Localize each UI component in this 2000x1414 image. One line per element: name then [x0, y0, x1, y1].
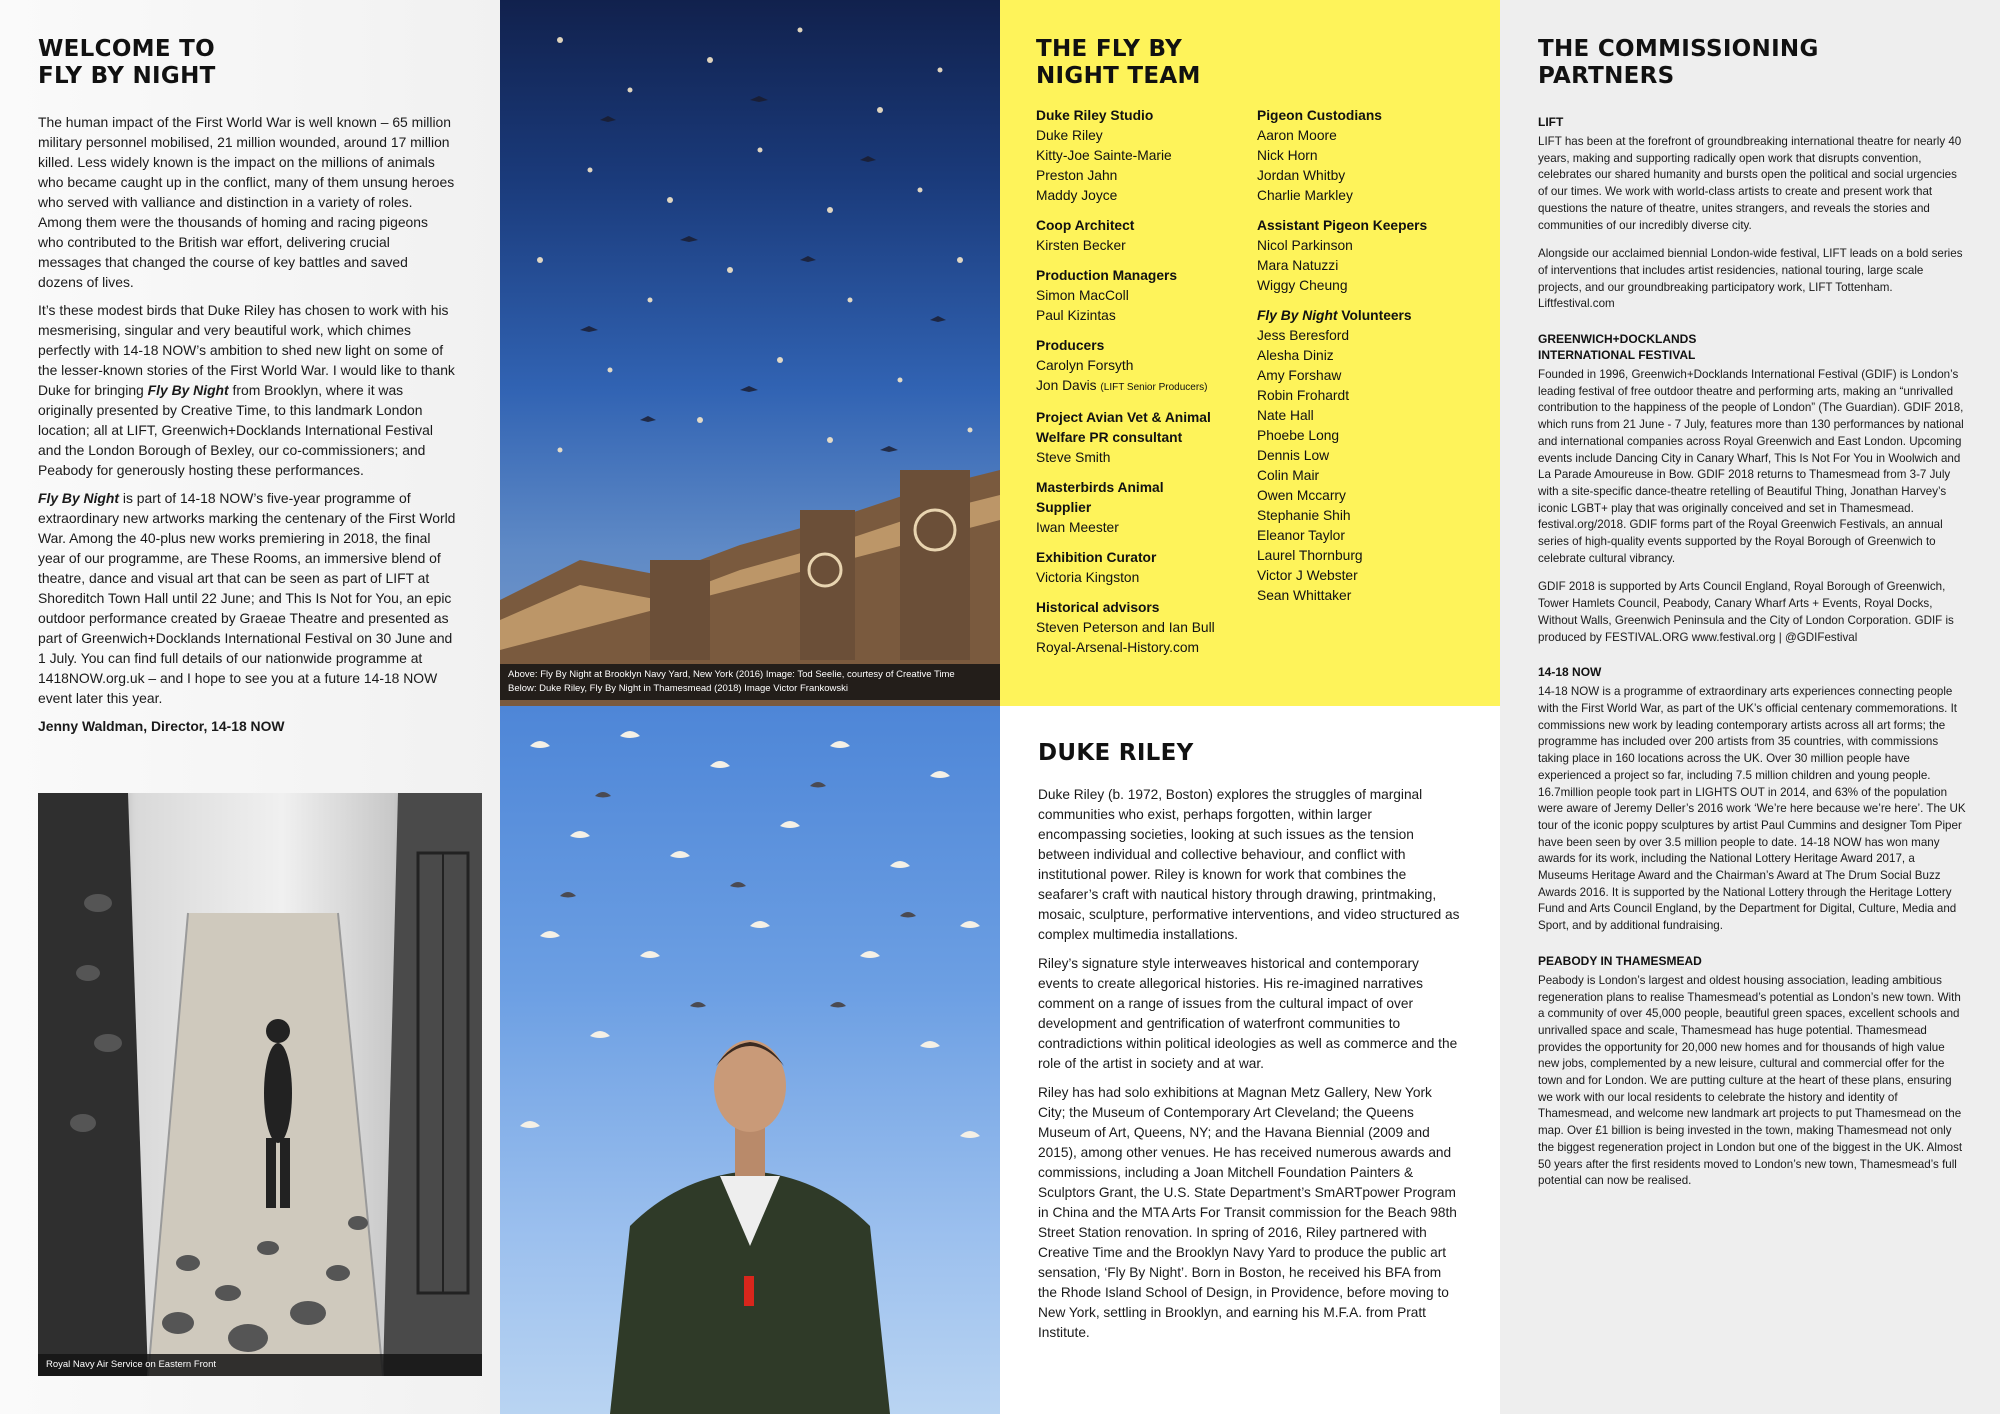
- night-sky-illustration: [500, 0, 1000, 706]
- team-group: [1036, 216, 1251, 256]
- team-member: Duke Riley: [1036, 128, 1103, 143]
- team-member: Dennis Low: [1257, 448, 1330, 463]
- team-member: Nick Horn: [1257, 148, 1318, 163]
- team-member: Laurel Thornburg: [1257, 548, 1363, 563]
- team-member: Victoria Kingston: [1036, 570, 1140, 585]
- team-member: Royal-Arsenal-History.com: [1036, 640, 1200, 655]
- gdif-paragraph-2: GDIF 2018 is supported by Arts Council England, Royal Borough of Greenwich, Tower Hamlets Council, Peabody, Canary Wharf Arts + Events, Royal Docks, Without Walls, Greenwich Peninsula and the City of London Corporation. GDIF is produced by FESTIVAL.ORG www.festival.org | @GDIFestival: [1538, 580, 1954, 644]
- welcome-paragraph-3: Fly By Night is part of 14-18 NOW’s five-year programme of extraordinary new artworks marking the centenary of the First World War. Among the 40-plus new works premiering in 2018, the final year of our programme, are These Rooms, an immersive blend of theatre, dance and visual art that can be seen as part of LIFT at Shoreditch Town Hall until 22 June; and This Is Not for You, an epic outdoor performance created by Graeae Theatre and presented as part of Greenwich+Docklands International Festival on 30 June and 1 July. You can find full details of our nationwide programme at 1418NOW.org.uk – and I hope to see you at a future 14-18 NOW event later this year.: [38, 490, 456, 706]
- team-group: [1036, 336, 1251, 398]
- team-group-heading: Fly By Night Volunteers: [1257, 308, 1412, 323]
- team-member: Victor J Webster: [1257, 568, 1358, 583]
- team-member: Sean Whittaker: [1257, 588, 1352, 603]
- team-member: Jordan Whitby: [1257, 168, 1346, 183]
- team-group-heading: Historical advisors: [1036, 600, 1160, 615]
- gdif-paragraph-1: Founded in 1996, Greenwich+Docklands International Festival (GDIF) is London’s leading festival of free outdoor theatre and performing arts, making an “unrivalled contribution to the happiness of the people of London” (The Guardian). GDIF 2018, which runs from 21 June - 7 July, features more than 130 performances by national and international companies across Royal Greenwich and East London. Upcoming events include Dancing City in Canary Wharf, This Is Not For You in Woolwich and La Parade Amoureuse in Bow. GDIF 2018 returns to Thamesmead from 3-7 July with a site-specific dance-theatre retelling of Beautiful Thing, Jonathan Harvey’s iconic LGBT+ play that was originally conceived and set in Thamesmead. festival.org/2018. GDIF forms part of the Royal Greenwich Festivals, an annual series of high-quality events supported by the Royal Borough of Greenwich to celebrate cultural vibrancy.: [1538, 368, 1964, 565]
- team-member: Phoebe Long: [1257, 428, 1340, 443]
- team-column-1: [1036, 106, 1251, 668]
- team-member: Kirsten Becker: [1036, 238, 1126, 253]
- team-member: Simon MacColl: [1036, 288, 1129, 303]
- photo-caption-block: [500, 664, 1000, 700]
- team-member: Nicol Parkinson: [1257, 238, 1353, 253]
- team-member: Jess Beresford: [1257, 328, 1350, 343]
- team-member-note: (LIFT Senior Producers): [1100, 382, 1208, 393]
- brooklyn-navy-yard-photo: [500, 0, 1000, 706]
- team-group-heading: Producers: [1036, 338, 1105, 353]
- duke-riley-panel: [1000, 706, 1500, 1414]
- photo-caption: Royal Navy Air Service on Eastern Front: [38, 1354, 482, 1376]
- pigeons-portrait-illustration: [500, 706, 1000, 1414]
- duke-riley-thamesmead-photo: [500, 706, 1000, 1414]
- team-group-heading: Duke Riley Studio: [1036, 108, 1154, 123]
- team-group: [1036, 106, 1251, 206]
- team-member: Wiggy Cheung: [1257, 278, 1348, 293]
- welcome-panel: [0, 0, 500, 1414]
- team-member: Kitty-Joe Sainte-Marie: [1036, 148, 1172, 163]
- team-member: Preston Jahn: [1036, 168, 1118, 183]
- team-group-heading: Exhibition Curator: [1036, 550, 1157, 565]
- team-group: [1036, 478, 1251, 538]
- team-member: Mara Natuzzi: [1257, 258, 1339, 273]
- welcome-paragraph-1: The human impact of the First World War is well known – 65 million military personnel mobilised, 21 million wounded, around 17 million killed. Less widely known is the impact on the millions of animals who became caught up in the conflict, many of them unsung heroes who served with valliance and distinction in a variety of roles. Among them were the thousands of homing and racing pigeons who contributed to the British war effort, delivering crucial messages that changed the course of key battles and saved dozens of lives.: [38, 114, 455, 290]
- team-member: Eleanor Taylor: [1257, 528, 1345, 543]
- team-group-heading: Coop Architect: [1036, 218, 1135, 233]
- duke-paragraph-1: Duke Riley (b. 1972, Boston) explores the struggles of marginal communities who exist, perhaps forgotten, within larger encompassing societies, looking at such issues as the tension between individual and collective behaviour, and conflict with institutional power. Riley is known for work that combines the seafarer’s craft with nautical history through drawing, printmaking, mosaic, sculpture, performative interventions, and video structured as complex multimedia installations.: [1038, 787, 1460, 942]
- team-member: Maddy Joyce: [1036, 188, 1118, 203]
- welcome-title: WELCOME TO FLY BY NIGHT: [38, 36, 216, 89]
- team-member: Charlie Markley: [1257, 188, 1353, 203]
- peabody-paragraph: Peabody is London’s largest and oldest housing association, leading ambitious regeneration plans to realise Thamesmead’s potential as London’s new town. With a community of over 45,000 people, beautiful green spaces, excellent schools and unrivalled space and scale, Thamesmead has huge potential. Thamesmead provides the opportunity for 20,000 new homes and for thousands of high value new jobs, complemented by a new leisure, cultural and commercial offer for the town and for London. We are putting culture at the heart of these plans, ensuring we work with our local residents to celebrate the history and identity of Thamesmead, and welcome new landmark art projects to put Thamesmead on the map. Over £1 billion is being invested in the town, making Thamesmead not only the biggest regeneration project in London but one of the biggest in the UK. Almost 50 years after the first residents moved to London’s new town, Thamesmead’s full potential can now be realised.: [1538, 973, 1963, 1188]
- team-group-heading: Assistant Pigeon Keepers: [1257, 218, 1428, 233]
- team-group: [1036, 266, 1251, 326]
- team-group: [1257, 216, 1477, 296]
- team-group: [1036, 598, 1251, 658]
- team-group-heading: Production Managers: [1036, 268, 1178, 283]
- fourteen-eighteen-now-paragraph: 14-18 NOW is a programme of extraordinary arts experiences connecting people with the First World War, as part of the UK’s official centenary commemorations. It commissions new work by leading contemporary artists across all art forms; the programme has included over 200 artists from 35 countries, with commissions taking place in 160 locations across the UK. Over 30 million people have experienced a project so far, including 7.5 million children and young people. 16.7million people took part in LIGHTS OUT in 2014, and 63% of the population were aware of Jeremy Deller’s 2016 work ‘We’re here because we’re here’. The UK tour of the iconic poppy sculptures by artist Paul Cummins and designer Tom Piper have been seen by over 3.5 million people to date. 14-18 NOW has won many awards for its work, including the National Lottery Heritage Award 2017, a Museums Heritage Award and the Chairman’s Award at The Drum Social Buzz Awards 2016. It is supported by the National Lottery through the Heritage Lottery Fund and Arts Council England, by the Department for Digital, Culture, Media and Sport, and by additional fundraising.: [1538, 685, 1966, 933]
- duke-riley-title: DUKE RILEY: [1038, 740, 1194, 766]
- fourteen-eighteen-now-heading: 14-18 NOW: [1538, 665, 1602, 680]
- team-panel: [1000, 0, 1500, 706]
- photo-caption-below: Below: Duke Riley, Fly By Night in Thamesmead (2018) Image Victor Frankowski: [508, 683, 849, 694]
- team-member: Iwan Meester: [1036, 520, 1119, 535]
- partners-panel: [1500, 0, 2000, 1414]
- team-member: Aaron Moore: [1257, 128, 1337, 143]
- team-member: Colin Mair: [1257, 468, 1320, 483]
- team-group: [1036, 408, 1251, 468]
- welcome-paragraph-2: It’s these modest birds that Duke Riley has chosen to work with his mesmerising, singular and very beautiful work, which chimes perfectly with 14-18 NOW’s ambition to shed new light on some of the lesser-known stories of the First World War. I would like to thank Duke for bringing Fly By Night from Brooklyn, where it was originally presented by Creative Time, to this landmark London location; all at LIFT, Greenwich+Docklands International Festival and the London Borough of Bexley, our co-commissioners; and Peabody for generously hosting these performances.: [38, 302, 455, 478]
- gdif-heading: GREENWICH+DOCKLANDS INTERNATIONAL FESTIVAL: [1538, 332, 1697, 363]
- lift-paragraph-2: Alongside our acclaimed biennial London-wide festival, LIFT leads on a bold series of interventions that includes artist residencies, national touring, large scale projects, and our groundbreaking participatory work, LIFT Tottenham. Liftfestival.com: [1538, 247, 1963, 311]
- team-member: Steven Peterson and Ian Bull: [1036, 620, 1215, 635]
- team-group-heading: Pigeon Custodians: [1257, 108, 1382, 123]
- team-group-heading: Masterbirds Animal Supplier: [1036, 480, 1164, 515]
- team-member: Amy Forshaw: [1257, 368, 1342, 383]
- team-member: Robin Frohardt: [1257, 388, 1350, 403]
- team-member: Steve Smith: [1036, 450, 1111, 465]
- partners-title: THE COMMISSIONING PARTNERS: [1538, 36, 1819, 89]
- team-member: Alesha Diniz: [1257, 348, 1334, 363]
- peabody-heading: PEABODY IN THAMESMEAD: [1538, 953, 1702, 968]
- team-title: THE FLY BY NIGHT TEAM: [1036, 36, 1201, 89]
- duke-paragraph-3: Riley has had solo exhibitions at Magnan Metz Gallery, New York City; the Museum of Contemporary Art Cleveland; the Queens Museum of Art, Queens, NY; and the Havana Biennial (2009 and 2015), among other venues. He has received numerous awards and commissions, including a Joan Mitchell Foundation Painters & Sculptors Grant, the U.S. State Department’s SmARTpower Program in China and the MTA Arts For Transit commission for the Beach 98th Street Station renovation. In spring of 2016, Riley partnered with Creative Time and the Brooklyn Navy Yard to produce the public art sensation, ‘Fly By Night’. Born in Boston, he received his BFA from the Rhode Island School of Design, in Providence, before moving to New York, settling in Brooklyn, and earning his M.F.A. from Pratt Institute.: [1038, 1085, 1457, 1340]
- team-member: Jon Davis (LIFT Senior Producers): [1036, 378, 1208, 393]
- team-group: [1257, 306, 1477, 606]
- signature: Jenny Waldman, Director, 14-18 NOW: [38, 718, 285, 734]
- team-member: Nate Hall: [1257, 408, 1314, 423]
- team-member: Paul Kizintas: [1036, 308, 1116, 323]
- photo-caption-above: Above: Fly By Night at Brooklyn Navy Yard, New York (2016) Image: Tod Seelie, courtesy of Creative Time: [508, 669, 955, 680]
- team-group-heading: Project Avian Vet & Animal Welfare PR consultant: [1036, 410, 1211, 445]
- team-member: Owen Mccarry: [1257, 488, 1346, 503]
- team-group: [1036, 548, 1251, 588]
- lift-paragraph-1: LIFT has been at the forefront of groundbreaking international theatre for nearly 40 years, making and supporting radically open work that disrupts convention, celebrates our shared humanity and bursts open the political and social urgencies of our times. We work with world-class artists to create and present work that questions the nature of theatre, unites strangers, and reveals the stories and communities of our incredibly diverse city.: [1538, 135, 1962, 232]
- team-member: Carolyn Forsyth: [1036, 358, 1134, 373]
- team-column-2: [1257, 106, 1477, 616]
- hangar-illustration: [38, 793, 482, 1376]
- lift-heading: LIFT: [1538, 115, 1564, 129]
- duke-paragraph-2: Riley’s signature style interweaves historical and contemporary events to create allegorical histories. His re-imagined narratives comment on a range of issues from the cultural impact of over development and gentrification of waterfront communities to contradictions within political ideologies as well as commerce and the role of the artist in society and at war.: [1038, 956, 1458, 1071]
- team-member: Stephanie Shih: [1257, 508, 1351, 523]
- royal-navy-photo: [38, 793, 482, 1376]
- team-group: [1257, 106, 1477, 206]
